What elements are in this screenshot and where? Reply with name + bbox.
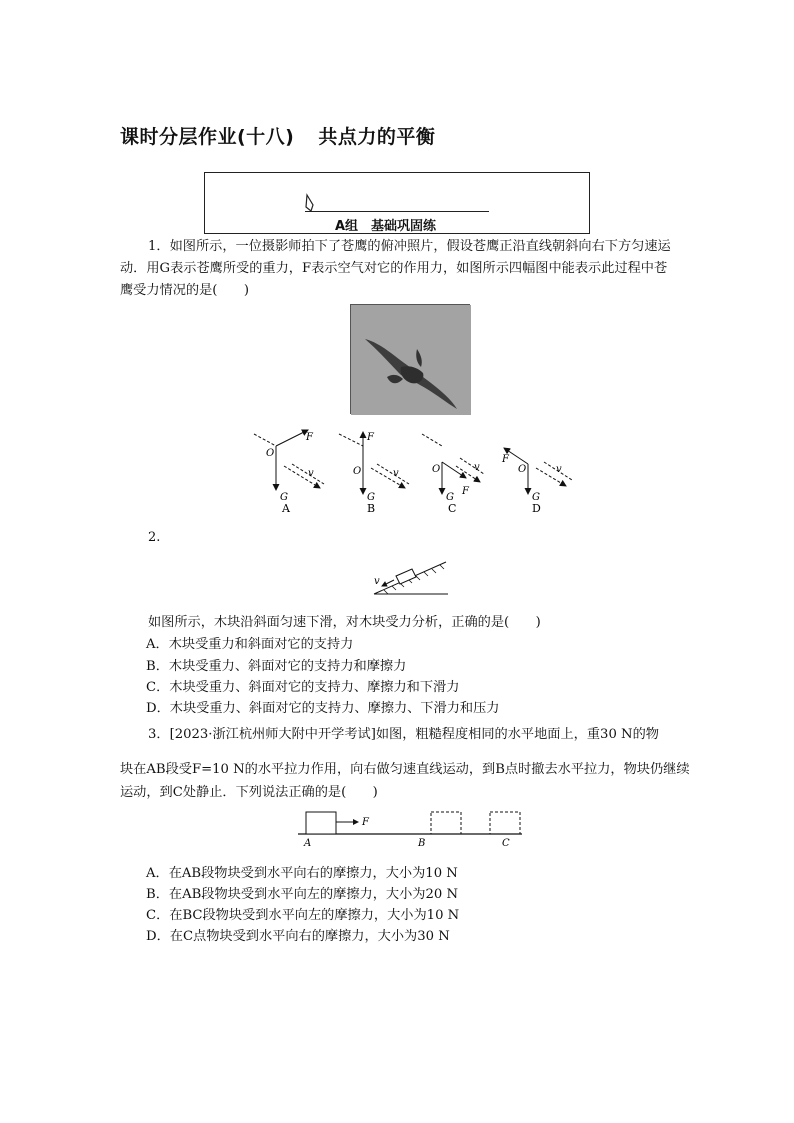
question-3-option-a: A．在AB段物块受到水平向右的摩擦力，大小为10 N (146, 866, 458, 881)
label-f: F (462, 486, 469, 497)
question-3-option-c: C．在BC段物块受到水平向左的摩擦力，大小为10 N (146, 908, 460, 923)
label-o: O (353, 466, 362, 477)
label-v: v (556, 464, 562, 475)
eagle-figure (351, 305, 471, 415)
label-g: G (280, 492, 288, 503)
label-g: G (532, 492, 540, 503)
question-1-text: 1．如图所示，一位摄影师拍下了苍鹰的俯冲照片，假设苍鹰正沿直线朝斜向右下方匀速运动．用G表示苍鹰所受的重力，F表示空气对它的作用力，如图所示四幅图中能表示此过程中苍鹰受力情况的是( ) (120, 239, 671, 298)
label-f: F (362, 817, 369, 828)
choice-label: B (367, 502, 376, 515)
label-v: v (474, 462, 480, 473)
label-g: G (446, 492, 454, 503)
diagram-a (254, 430, 324, 515)
diagram-b (339, 432, 409, 515)
choice-label: D (532, 502, 541, 515)
choice-label: A (282, 502, 290, 515)
question-2-option-c: C．木块受重力、斜面对它的支持力、摩擦力和下滑力 (146, 680, 460, 695)
question-2-text: 如图所示，木块沿斜面匀速下滑，对木块受力分析，正确的是( ) (148, 615, 541, 630)
question-3-text: 块在AB段受F=10 N的水平拉力作用，向右做匀速直线运动，到B点时撤去水平拉力，物块仍继续运动，到C处静止．下列说法正确的是( ) (120, 762, 690, 800)
question-3-option-d: D．在C点物块受到水平向右的摩擦力，大小为30 N (146, 929, 450, 944)
question-2-option-b: B．木块受重力、斜面对它的支持力和摩擦力 (146, 659, 407, 674)
eagle-photo (350, 304, 470, 414)
label-f: F (306, 432, 313, 443)
choice-label: C (448, 502, 457, 515)
label-f: F (367, 432, 374, 443)
question-1-force-diagrams (250, 428, 590, 518)
title-main: 课时分层作业(十八) (120, 126, 295, 148)
label-o: O (266, 448, 275, 459)
question-3-line-1: 3．[2023·浙江杭州师大附中开学考试]如图，粗糙程度相同的水平地面上，重30 N的物 (148, 727, 659, 742)
section-header-box (204, 172, 590, 234)
diagram-c (422, 434, 484, 515)
section-underline (305, 211, 489, 212)
page-title (120, 122, 435, 149)
diagram-d (501, 448, 572, 515)
label-g: G (367, 492, 375, 503)
question-2-incline-figure (370, 558, 460, 598)
label-v: v (374, 576, 380, 587)
label-o: O (432, 464, 441, 475)
label-v: v (393, 468, 399, 479)
section-label: A组 基础巩固练 (335, 219, 437, 234)
question-3-ground-figure (296, 808, 526, 850)
title-topic: 共点力的平衡 (318, 126, 436, 148)
label-v: v (308, 468, 314, 479)
question-2-number: 2. (148, 530, 161, 545)
label-f: F (502, 454, 509, 465)
question-2-option-a: A．木块受重力和斜面对它的支持力 (146, 637, 354, 652)
label-o: O (518, 464, 527, 475)
question-2-option-d: D．木块受重力、斜面对它的支持力、摩擦力、下滑力和压力 (146, 701, 500, 716)
question-3-option-b: B．在AB段物块受到水平向左的摩擦力，大小为20 N (146, 887, 458, 902)
pencil-icon (304, 193, 318, 213)
label-b: B (418, 838, 426, 849)
label-c: C (502, 838, 510, 849)
label-a: A (304, 838, 312, 849)
